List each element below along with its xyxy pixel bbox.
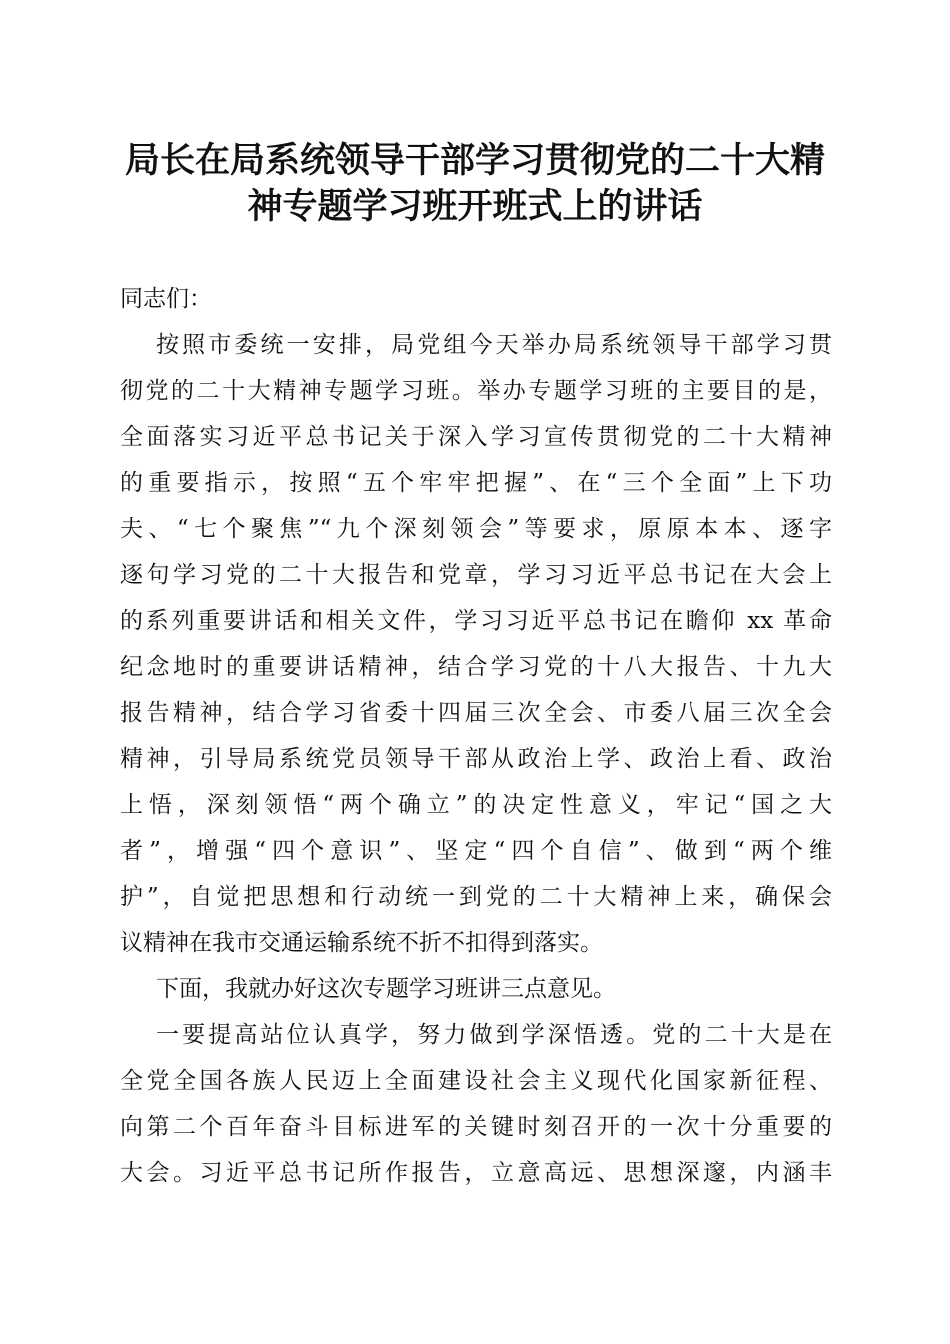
text-line: 纪念地时的重要讲话精神，结合学习党的十八大报告、十九大	[120, 654, 832, 680]
text-line: 精神，引导局系统党员领导干部从政治上学、政治上看、政治	[120, 746, 832, 772]
title-line-2: 神专题学习班开班式上的讲话	[247, 186, 703, 227]
text-line: 下面，我就办好这次专题学习班讲三点意见。	[156, 976, 616, 1002]
salutation: 同志们：	[120, 286, 212, 312]
paragraph-3	[120, 1012, 832, 1196]
title-line-1: 局长在局系统领导干部学习贯彻党的二十大精	[124, 140, 825, 181]
text-line: 护”，自觉把思想和行动统一到党的二十大精神上来，确保会	[120, 884, 832, 910]
document-body	[120, 276, 832, 1196]
text-line: 报告精神，结合学习省委十四届三次全会、市委八届三次全会	[120, 700, 832, 726]
text-line: 夫、“七个聚焦”“九个深刻领会”等要求，原原本本、逐字	[120, 516, 832, 542]
text-line: 逐句学习党的二十大报告和党章，学习习近平总书记在大会上	[120, 562, 832, 588]
text-line: 大会。习近平总书记所作报告，立意高远、思想深邃，内涵丰	[120, 1160, 832, 1186]
text-line: 者”，增强“四个意识”、坚定“四个自信”、做到“两个维	[120, 838, 832, 864]
text-line: 一要提高站位认真学，努力做到学深悟透。党的二十大是在	[156, 1022, 832, 1048]
text-line: 全面落实习近平总书记关于深入学习宣传贯彻党的二十大精神	[120, 424, 832, 450]
text-line: 的系列重要讲话和相关文件，学习习近平总书记在瞻仰 xx 革命	[120, 608, 832, 634]
text-line: 的重要指示，按照“五个牢牢把握”、在“三个全面”上下功	[120, 470, 832, 496]
text-line: 全党全国各族人民迈上全面建设社会主义现代化国家新征程、	[120, 1068, 832, 1094]
document-title	[100, 138, 850, 230]
text-line: 彻党的二十大精神专题学习班。举办专题学习班的主要目的是，	[120, 378, 832, 404]
text-line: 向第二个百年奋斗目标进军的关键时刻召开的一次十分重要的	[120, 1114, 832, 1140]
text-line: 按照市委统一安排，局党组今天举办局系统领导干部学习贯	[156, 332, 832, 358]
paragraph-2	[120, 966, 832, 1012]
paragraph-1	[120, 322, 832, 966]
text-line: 议精神在我市交通运输系统不折不扣得到落实。	[120, 930, 603, 956]
text-line: 上悟，深刻领悟“两个确立”的决定性意义，牢记“国之大	[120, 792, 832, 818]
